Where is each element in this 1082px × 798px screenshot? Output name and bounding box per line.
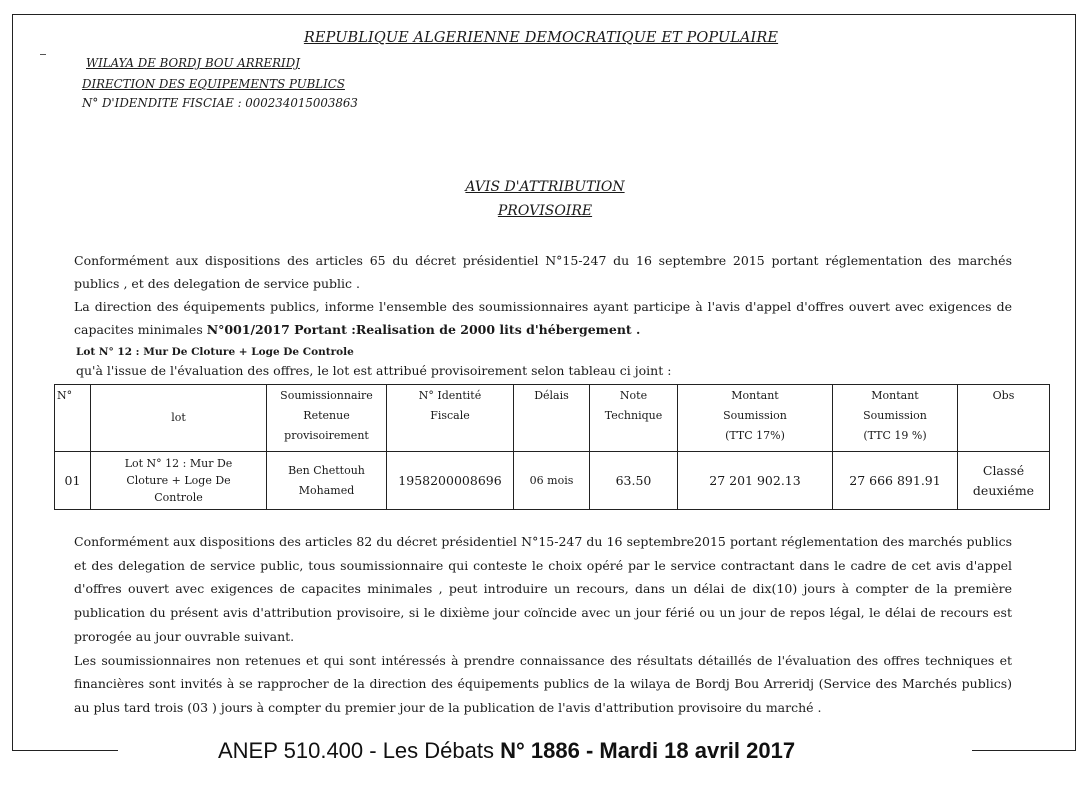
header-nif-line1: N° Identité [418,389,482,402]
header-obs-text: Obs [992,389,1015,402]
cell-soumissionnaire [267,452,387,510]
cell-soum-line1: Ben Chettouh [288,463,365,477]
header-num [55,385,91,452]
header-delais-text: Délais [534,389,569,402]
header-note-line1: Note [619,389,648,402]
footer-publication: ANEP 510.400 - Les Débats [218,738,501,763]
notice-subtitle: PROVISOIRE [497,203,593,219]
header-m17-line1: Montant [731,389,779,402]
frame-right-border [1075,14,1076,750]
scan-speck [40,54,46,55]
frame-left-border [12,14,13,750]
header-nif [387,385,514,452]
recourse-paragraph-2: Les soumissionnaires non retenues et qui sont intéressés à prendre connaissance des résultats détaillés de l'évaluation des offres techniques et financières sont invités à se rapprocher de la direction des équipements publics de la wilaya de Bordj Bou Arreridj (Service des Marchés publics) au plus tard trois (03 ) jours à compter du premier jour de la publication de l'avis d'attribution provisoire du marché . [74,652,1012,715]
header-soumissionnaire [267,385,387,452]
cell-soum-line2: Mohamed [298,483,355,497]
fiscal-id-line: N° D'IDENDITE FISCIAE : 000234015003863 [82,96,358,110]
header-soum-line1: Soumissionnaire [280,389,373,402]
header-soum-line2: Retenue [303,409,350,422]
header-num-text: N° [57,389,73,402]
republic-heading: REPUBLIQUE ALGERIENNE DEMOCRATIQUE ET POPULAIRE [303,30,779,46]
frame-bottom-border-right [972,750,1076,751]
publication-footer [218,738,795,764]
header-obs [958,385,1050,452]
cell-note: 63.50 [590,452,678,510]
header-note-line2: Technique [604,409,663,422]
lot-line: Lot N° 12 : Mur De Cloture + Loge De Controle [76,346,354,358]
direction-line: DIRECTION DES EQUIPEMENTS PUBLICS [82,77,345,91]
cell-delais: 06 mois [514,452,590,510]
footer-issue-date: N° 1886 - Mardi 18 avril 2017 [500,738,796,763]
cell-obs-line2: deuxiéme [972,482,1035,498]
intro-paragraph-2 [74,295,1012,341]
attribution-table [54,384,1050,510]
header-lot [91,385,267,452]
notice-title: AVIS D'ATTRIBUTION [465,179,625,195]
tender-reference: N°001/2017 Portant :Realisation de 2000 lits d'hébergement . [206,322,641,337]
intro-paragraph-1: Conformément aux dispositions des articles 65 du décret présidentiel N°15-247 du 16 septembre 2015 portant réglementation des marchés publics , et des delegation de service public . [74,253,1012,291]
intro-paragraph-2-text: La direction des équipements publics, informe l'ensemble des soumissionnaires ayant participe à l'avis d'appel d'offres ouvert avec exigences de capacites minimales [74,299,1012,337]
header-m17-line2: Soumission [723,409,787,422]
header-m19-line1: Montant [871,389,919,402]
cell-num: 01 [55,452,91,510]
header-montant-19 [833,385,958,452]
header-nif-line2: Fiscale [430,409,470,422]
cell-montant-17: 27 201 902.13 [678,452,833,510]
cell-montant-19: 27 666 891.91 [833,452,958,510]
header-m19-line2: Soumission [863,409,927,422]
recourse-text [74,530,1012,720]
frame-top-border [12,14,1075,15]
table-row [55,452,1050,510]
cell-lot-line3: Controle [154,491,203,505]
cell-obs [958,452,1050,510]
intro-text [74,249,1012,341]
table-header-row [55,385,1050,452]
header-montant-17 [678,385,833,452]
header-delais [514,385,590,452]
header-soum-line3: provisoirement [284,429,369,442]
cell-lot-line2: Cloture + Loge De [126,474,231,488]
header-m17-line3: (TTC 17%) [725,429,785,442]
header-note [590,385,678,452]
header-m19-line3: (TTC 19 %) [863,429,927,442]
issue-line: qu'à l'issue de l'évaluation des offres, le lot est attribué provisoirement selon tableau ci joint : [76,363,672,378]
cell-nif: 1958200008696 [387,452,514,510]
frame-bottom-border-left [12,750,118,751]
header-lot-text: lot [171,411,186,425]
cell-lot [91,452,267,510]
cell-obs-line1: Classé [982,462,1025,478]
wilaya-line: WILAYA DE BORDJ BOU ARRERIDJ [86,56,300,70]
cell-lot-line1: Lot N° 12 : Mur De [124,457,233,471]
recourse-paragraph-1: Conformément aux dispositions des articles 82 du décret présidentiel N°15-247 du 16 septembre2015 portant réglementation des marchés publics et des delegation de service public, tous soumissionnaire qui conteste le choix opéré par le service contractant dans le cadre de cet avis d'appel d'offres ouvert avec exigences de capacites minimales , peut introduire un recours, dans un délai de dix(10) jours à compter de la première publication du présent avis d'attribution provisoire, si le dixième jour coïncide avec un jour férié ou un jour de repos légal, le délai de recours est prorogée au jour ouvrable suivant. [74,534,1012,644]
